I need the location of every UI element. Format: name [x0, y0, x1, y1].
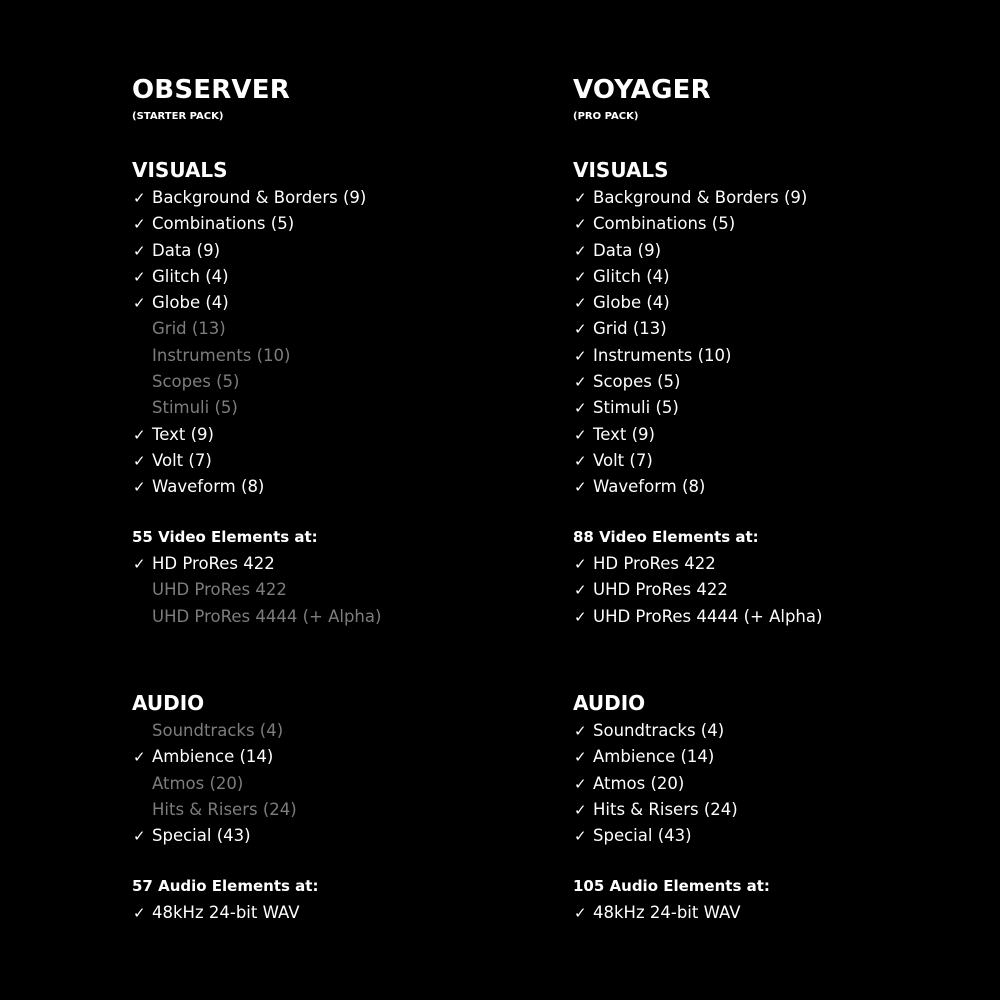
- checkmark-icon: ✓: [574, 267, 587, 286]
- item-label: Volt (7): [593, 450, 653, 470]
- list-item: [573, 718, 738, 744]
- checkmark-icon: ✓: [133, 904, 146, 922]
- list-item: [132, 718, 297, 744]
- list-item: [573, 185, 807, 211]
- list-item: [573, 264, 807, 290]
- item-label: Glitch (4): [152, 266, 229, 286]
- list-item: [132, 369, 366, 395]
- list-item: [573, 474, 807, 500]
- list-item: [573, 744, 738, 770]
- list-item: [573, 422, 807, 448]
- item-label: Soundtracks (4): [593, 721, 725, 740]
- list-item: [132, 395, 366, 421]
- pack-title: VOYAGER: [573, 75, 711, 105]
- item-label: Text (9): [152, 424, 214, 444]
- item-label: Grid (13): [152, 319, 226, 339]
- item-label: UHD ProRes 422: [152, 580, 287, 600]
- checkmark-icon: ✓: [133, 241, 146, 260]
- checkmark-icon: ✓: [133, 267, 146, 286]
- item-label: Soundtracks (4): [152, 721, 284, 740]
- list-item: [132, 771, 297, 797]
- list-item: [132, 823, 297, 849]
- item-label: Volt (7): [152, 450, 212, 470]
- item-label: Globe (4): [593, 293, 670, 313]
- list-item: [573, 290, 807, 316]
- checkmark-icon: ✓: [574, 451, 587, 470]
- video-formats-list: [573, 551, 822, 630]
- item-label: Waveform (8): [593, 477, 706, 497]
- list-item: [132, 577, 381, 603]
- item-label: HD ProRes 422: [152, 554, 275, 573]
- checkmark-icon: ✓: [133, 425, 146, 444]
- item-label: Background & Borders (9): [152, 188, 367, 207]
- item-label: Atmos (20): [152, 773, 244, 793]
- list-item: [132, 264, 366, 290]
- list-item: [573, 316, 807, 342]
- item-label: HD ProRes 422: [593, 554, 716, 573]
- list-item: [132, 211, 366, 237]
- pack-subtitle: (STARTER PACK): [132, 111, 224, 122]
- list-item: [573, 900, 741, 926]
- checkmark-icon: ✓: [574, 827, 587, 846]
- list-item: [132, 185, 366, 211]
- item-label: Background & Borders (9): [593, 188, 808, 207]
- item-label: 48kHz 24-bit WAV: [593, 903, 741, 922]
- item-label: Special (43): [152, 826, 251, 846]
- list-item: [573, 343, 807, 369]
- video-elements-heading: 88 Video Elements at:: [573, 528, 759, 546]
- visuals-heading: VISUALS: [573, 158, 669, 182]
- item-label: UHD ProRes 422: [593, 580, 728, 600]
- pack-title: OBSERVER: [132, 75, 290, 105]
- list-item: [573, 771, 738, 797]
- list-item: [573, 604, 822, 630]
- list-item: [573, 211, 807, 237]
- item-label: Instruments (10): [152, 345, 291, 365]
- item-label: UHD ProRes 4444 (+ Alpha): [152, 606, 382, 626]
- item-label: Ambience (14): [152, 747, 274, 767]
- item-label: Stimuli (5): [152, 398, 238, 418]
- list-item: [573, 395, 807, 421]
- audio-formats-list: [132, 900, 300, 926]
- checkmark-icon: ✓: [574, 722, 587, 740]
- item-label: Scopes (5): [152, 372, 240, 392]
- item-label: Globe (4): [152, 293, 229, 313]
- checkmark-icon: ✓: [574, 478, 587, 497]
- list-item: [573, 797, 738, 823]
- visuals-list: [132, 185, 366, 501]
- checkmark-icon: ✓: [574, 425, 587, 444]
- checkmark-icon: ✓: [574, 294, 587, 313]
- checkmark-icon: ✓: [133, 555, 146, 573]
- list-item: [573, 551, 822, 577]
- audio-heading: AUDIO: [573, 691, 646, 715]
- list-item: [132, 343, 366, 369]
- list-item: [573, 823, 738, 849]
- item-label: Combinations (5): [152, 214, 295, 234]
- checkmark-icon: ✓: [574, 320, 587, 339]
- checkmark-icon: ✓: [574, 189, 587, 207]
- item-label: Waveform (8): [152, 477, 265, 497]
- item-label: Combinations (5): [593, 214, 736, 234]
- checkmark-icon: ✓: [133, 215, 146, 234]
- checkmark-icon: ✓: [574, 346, 587, 365]
- list-item: [132, 422, 366, 448]
- checkmark-icon: ✓: [574, 581, 587, 600]
- visuals-heading: VISUALS: [132, 158, 228, 182]
- list-item: [132, 290, 366, 316]
- checkmark-icon: ✓: [574, 748, 587, 767]
- item-label: Stimuli (5): [593, 398, 679, 418]
- checkmark-icon: ✓: [574, 904, 587, 922]
- list-item: [132, 238, 366, 264]
- list-item: [573, 577, 822, 603]
- list-item: [132, 551, 381, 577]
- visuals-list: [573, 185, 807, 501]
- checkmark-icon: ✓: [133, 748, 146, 767]
- item-label: Glitch (4): [593, 266, 670, 286]
- list-item: [132, 316, 366, 342]
- audio-list: [573, 718, 738, 849]
- audio-heading: AUDIO: [132, 691, 205, 715]
- checkmark-icon: ✓: [133, 827, 146, 846]
- item-label: Special (43): [593, 826, 692, 846]
- item-label: Ambience (14): [593, 747, 715, 767]
- item-label: Text (9): [593, 424, 655, 444]
- pack-subtitle: (PRO PACK): [573, 111, 639, 122]
- item-label: Hits & Risers (24): [152, 799, 297, 819]
- item-label: Atmos (20): [593, 773, 685, 793]
- item-label: Grid (13): [593, 319, 667, 339]
- checkmark-icon: ✓: [574, 373, 587, 392]
- item-label: Instruments (10): [593, 345, 732, 365]
- checkmark-icon: ✓: [574, 399, 587, 418]
- checkmark-icon: ✓: [574, 215, 587, 234]
- list-item: [132, 604, 381, 630]
- checkmark-icon: ✓: [574, 607, 587, 626]
- checkmark-icon: ✓: [133, 294, 146, 313]
- list-item: [132, 900, 300, 926]
- audio-list: [132, 718, 297, 849]
- checkmark-icon: ✓: [133, 189, 146, 207]
- item-label: Hits & Risers (24): [593, 799, 738, 819]
- list-item: [132, 448, 366, 474]
- audio-elements-heading: 105 Audio Elements at:: [573, 877, 770, 895]
- checkmark-icon: ✓: [574, 241, 587, 260]
- checkmark-icon: ✓: [574, 774, 587, 793]
- list-item: [573, 369, 807, 395]
- item-label: Data (9): [593, 240, 662, 260]
- checkmark-icon: ✓: [133, 478, 146, 497]
- list-item: [132, 797, 297, 823]
- item-label: Scopes (5): [593, 372, 681, 392]
- item-label: UHD ProRes 4444 (+ Alpha): [593, 606, 823, 626]
- audio-elements-heading: 57 Audio Elements at:: [132, 877, 319, 895]
- checkmark-icon: ✓: [133, 451, 146, 470]
- list-item: [573, 238, 807, 264]
- list-item: [573, 448, 807, 474]
- list-item: [132, 744, 297, 770]
- list-item: [132, 474, 366, 500]
- video-elements-heading: 55 Video Elements at:: [132, 528, 318, 546]
- item-label: 48kHz 24-bit WAV: [152, 903, 300, 922]
- video-formats-list: [132, 551, 381, 630]
- item-label: Data (9): [152, 240, 221, 260]
- checkmark-icon: ✓: [574, 555, 587, 573]
- audio-formats-list: [573, 900, 741, 926]
- checkmark-icon: ✓: [574, 800, 587, 819]
